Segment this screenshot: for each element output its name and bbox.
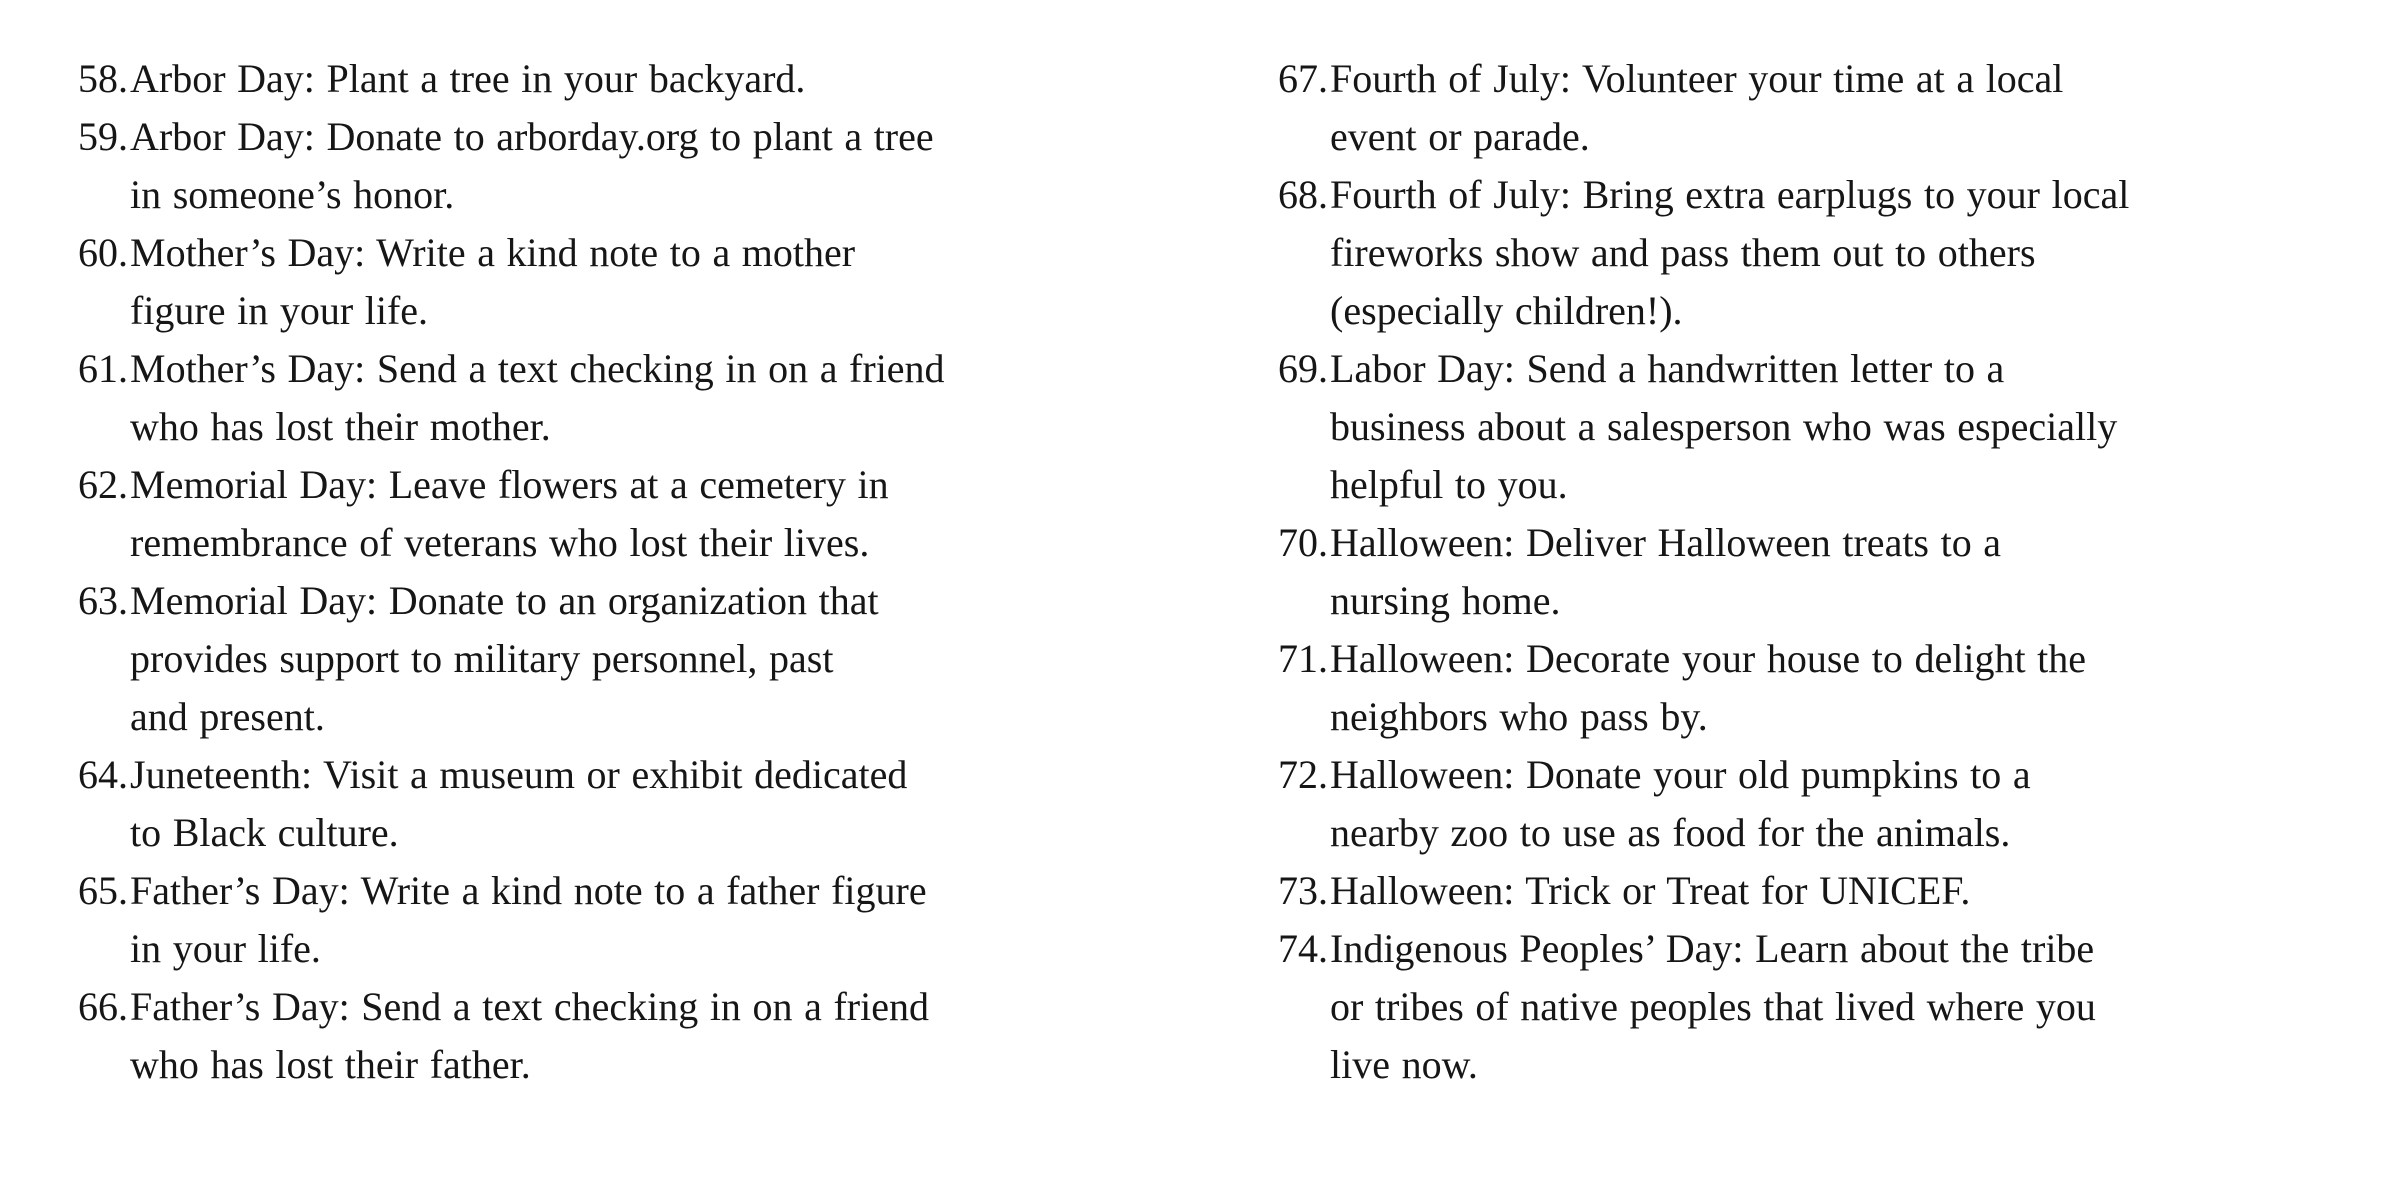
list-item-text-line: who has lost their mother. [130,404,551,449]
list-item [78,108,1160,224]
list-item-number: 70. [1278,520,1328,565]
list-item [78,50,1160,108]
list-item [1278,746,2360,862]
list-item [1278,50,2360,166]
list-item [78,572,1160,746]
list-item-number: 74. [1278,926,1328,971]
list-item [78,340,1160,456]
list-item-text [130,108,1160,224]
list-item-text-line: Father’s Day: Write a kind note to a father figure [130,868,927,913]
list-item-text-line: Memorial Day: Donate to an organization that [130,578,879,623]
list-item-number: 58. [78,56,128,101]
list-item-text-line: who has lost their father. [130,1042,531,1087]
list-item-number: 59. [78,114,128,159]
list-item-text [130,224,1160,340]
list-item-number: 73. [1278,868,1328,913]
list-item-text-line: (especially children!). [1330,288,1683,333]
list-item-text [1330,514,2360,630]
list-item-text-line: Halloween: Trick or Treat for UNICEF. [1330,868,1971,913]
list-item-text-line: in your life. [130,926,321,971]
list-item-text-line: Fourth of July: Volunteer your time at a local [1330,56,2064,101]
list-item-number: 60. [78,230,128,275]
list-item [1278,920,2360,1094]
list-item-text-line: in someone’s honor. [130,172,455,217]
list-item-text-line: Fourth of July: Bring extra earplugs to your local [1330,172,2130,217]
list-item-text-line: Arbor Day: Plant a tree in your backyard. [130,56,806,101]
list-item [1278,514,2360,630]
list-item-text [1330,920,2360,1094]
list-item-text-line: remembrance of veterans who lost their lives. [130,520,870,565]
list-item-number: 66. [78,984,128,1029]
list-item [78,862,1160,978]
list-item-text-line: Mother’s Day: Write a kind note to a mother [130,230,856,275]
list-item [1278,630,2360,746]
list-item-text-line: Father’s Day: Send a text checking in on a friend [130,984,929,1029]
list-item [78,456,1160,572]
list-item-text [130,456,1160,572]
list-item-text-line: Halloween: Donate your old pumpkins to a [1330,752,2031,797]
list-item-text-line: Juneteenth: Visit a museum or exhibit dedicated [130,752,908,797]
list-item-number: 63. [78,578,128,623]
list-item-text-line: Arbor Day: Donate to arborday.org to plant a tree [130,114,934,159]
list-column-right [1200,50,2400,1094]
list-item-number: 71. [1278,636,1328,681]
list-item-text [1330,746,2360,862]
list-item-text [130,746,1160,862]
list-item-text-line: Labor Day: Send a handwritten letter to a [1330,346,2005,391]
list-item-number: 68. [1278,172,1328,217]
list-item-text-line: nursing home. [1330,578,1561,623]
list-item-text [130,340,1160,456]
list-item [1278,340,2360,514]
list-item-text [130,978,1160,1094]
list-item-text [1330,50,2360,166]
list-item-text-line: live now. [1330,1042,1478,1087]
list-item [78,978,1160,1094]
list-item [1278,862,2360,920]
list-item-number: 64. [78,752,128,797]
list-item-text-line: event or parade. [1330,114,1590,159]
list-item-text [1330,166,2360,340]
list-item-text [1330,340,2360,514]
list-column-left [0,50,1200,1094]
list-item-text-line: and present. [130,694,325,739]
list-item-text-line: helpful to you. [1330,462,1568,507]
list-item-number: 61. [78,346,128,391]
list-item [78,224,1160,340]
list-item-number: 72. [1278,752,1328,797]
list-item-text-line: neighbors who pass by. [1330,694,1708,739]
list-item-number: 65. [78,868,128,913]
list-item-text-line: nearby zoo to use as food for the animals. [1330,810,2011,855]
list-item-text-line: Mother’s Day: Send a text checking in on a friend [130,346,945,391]
list-item-text-line: Halloween: Deliver Halloween treats to a [1330,520,2002,565]
list-item-number: 62. [78,462,128,507]
list-item-text-line: to Black culture. [130,810,399,855]
list-item-text [130,862,1160,978]
list-item-text-line: business about a salesperson who was especially [1330,404,2118,449]
list-item [1278,166,2360,340]
list-item-text-line: Indigenous Peoples’ Day: Learn about the tribe [1330,926,2095,971]
list-item [78,746,1160,862]
list-item-text [130,572,1160,746]
list-item-text-line: or tribes of native peoples that lived where you [1330,984,2096,1029]
list-item-text [130,50,1160,108]
list-item-text-line: provides support to military personnel, past [130,636,834,681]
list-item-text [1330,630,2360,746]
list-item-number: 69. [1278,346,1328,391]
list-item-text-line: figure in your life. [130,288,429,333]
list-item-text-line: Halloween: Decorate your house to delight the [1330,636,2087,681]
list-item-number: 67. [1278,56,1328,101]
list-item-text [1330,862,2360,920]
list-item-text-line: Memorial Day: Leave flowers at a cemetery in [130,462,889,507]
list-item-text-line: fireworks show and pass them out to others [1330,230,2036,275]
